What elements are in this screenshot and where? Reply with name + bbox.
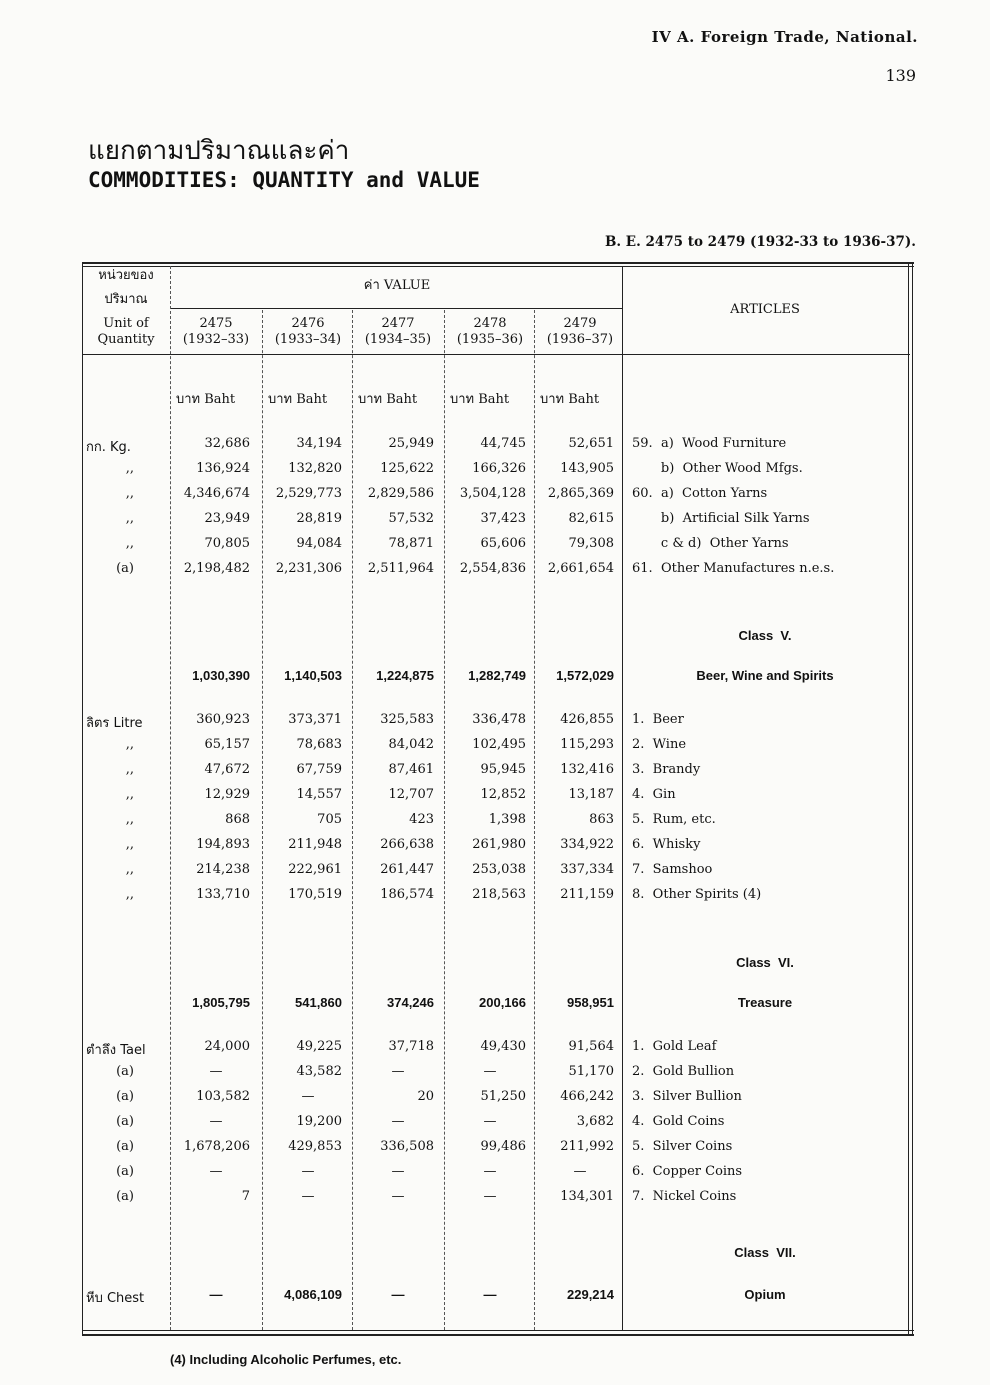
article-cell: 5. Rum, etc. xyxy=(632,812,716,827)
value-cell: — xyxy=(209,1114,223,1129)
value-cell: 336,508 xyxy=(380,1139,434,1154)
value-cell: — xyxy=(301,1164,315,1179)
unit-cell: (a) xyxy=(116,1114,134,1129)
currency-label: บาท Baht xyxy=(540,392,600,407)
value-cell: 24,000 xyxy=(204,1039,250,1054)
value-cell: — xyxy=(483,1164,497,1179)
value-cell: 57,532 xyxy=(388,511,434,526)
article-cell: 7. Samshoo xyxy=(632,862,713,877)
value-cell: 863 xyxy=(589,812,614,827)
class-label: Class V. xyxy=(738,628,792,643)
unit-cell: ,, xyxy=(125,511,134,526)
value-cell: — xyxy=(209,1064,223,1079)
value-cell: 2,231,306 xyxy=(275,561,342,576)
value-cell: 91,564 xyxy=(568,1039,614,1054)
value-cell: — xyxy=(391,1164,405,1179)
value-cell: — xyxy=(391,1114,405,1129)
value-cell: 103,582 xyxy=(196,1089,250,1104)
value-cell: 51,170 xyxy=(568,1064,614,1079)
value-cell: 133,710 xyxy=(196,887,250,902)
unit-cell: (a) xyxy=(116,561,134,576)
value-cell: — xyxy=(209,1287,223,1302)
value-cell: — xyxy=(483,1287,497,1302)
value-cell: 253,038 xyxy=(472,862,526,877)
value-cell: 49,430 xyxy=(480,1039,526,1054)
value-cell: 3,504,128 xyxy=(459,486,526,501)
value-cell: 360,923 xyxy=(196,712,250,727)
value-cell: 23,949 xyxy=(204,511,250,526)
value-header-rule xyxy=(170,308,622,309)
title-english: COMMODITIES: QUANTITY and VALUE xyxy=(88,168,480,192)
value-cell: 334,922 xyxy=(560,837,614,852)
article-cell: 60. a) Cotton Yarns xyxy=(632,486,768,501)
year-be-header: 2475 xyxy=(199,316,233,331)
year-be-header: 2476 xyxy=(291,316,325,331)
value-cell: 95,945 xyxy=(480,762,526,777)
value-cell: 7 xyxy=(241,1189,250,1204)
unit-cell: (a) xyxy=(116,1164,134,1179)
value-cell: — xyxy=(573,1164,587,1179)
class-total-cell: 1,224,875 xyxy=(376,668,434,683)
class-total-cell: 200,166 xyxy=(479,995,526,1010)
value-cell: 423 xyxy=(409,812,434,827)
value-cell: 52,651 xyxy=(568,436,614,451)
article-cell: 1. Beer xyxy=(632,712,684,727)
table-top-rule-inner xyxy=(82,266,914,267)
year-ad-header: (1933–34) xyxy=(274,332,342,347)
value-cell: 84,042 xyxy=(388,737,434,752)
value-cell: 13,187 xyxy=(568,787,614,802)
currency-label: บาท Baht xyxy=(358,392,418,407)
value-cell: — xyxy=(301,1089,315,1104)
article-cell: 61. Other Manufactures n.e.s. xyxy=(632,561,835,576)
value-cell: 2,511,964 xyxy=(367,561,434,576)
value-cell: 2,529,773 xyxy=(275,486,342,501)
value-cell: — xyxy=(301,1189,315,1204)
value-cell: 70,805 xyxy=(204,536,250,551)
value-cell: 2,554,836 xyxy=(459,561,526,576)
value-cell: 43,582 xyxy=(296,1064,342,1079)
unit-header-eng-2: Quantity xyxy=(97,332,155,347)
value-cell: 132,416 xyxy=(560,762,614,777)
value-cell: 222,961 xyxy=(288,862,342,877)
value-cell: 266,638 xyxy=(380,837,434,852)
year-be-header: 2479 xyxy=(563,316,597,331)
unit-cell: กก. Kg. xyxy=(86,440,131,455)
year-be-header: 2478 xyxy=(473,316,507,331)
value-cell: 4,086,109 xyxy=(284,1287,342,1302)
value-cell: 429,853 xyxy=(288,1139,342,1154)
unit-cell: ตำลึง Tael xyxy=(86,1043,146,1058)
value-cell: 211,992 xyxy=(560,1139,614,1154)
unit-header-thai-2: ปริมาณ xyxy=(104,292,148,307)
commodities-table xyxy=(82,262,914,1334)
page-number: 139 xyxy=(885,66,916,85)
class-label: Class VII. xyxy=(734,1245,796,1260)
currency-label: บาท Baht xyxy=(450,392,510,407)
value-cell: 125,622 xyxy=(380,461,434,476)
value-cell: 2,661,654 xyxy=(547,561,614,576)
article-cell: 6. Whisky xyxy=(632,837,701,852)
article-cell: 5. Silver Coins xyxy=(632,1139,733,1154)
value-cell: 2,865,369 xyxy=(547,486,614,501)
value-cell: 65,606 xyxy=(480,536,526,551)
value-cell: 211,159 xyxy=(560,887,614,902)
class-total-cell: 1,805,795 xyxy=(192,995,250,1010)
article-cell: c & d) Other Yarns xyxy=(632,536,789,551)
header-bottom-rule xyxy=(82,354,910,355)
table-bottom-rule xyxy=(82,1334,914,1336)
value-cell: 426,855 xyxy=(560,712,614,727)
value-cell: 218,563 xyxy=(472,887,526,902)
value-cell: 2,829,586 xyxy=(367,486,434,501)
value-cell: 115,293 xyxy=(560,737,614,752)
unit-header-eng-1: Unit of xyxy=(103,316,149,331)
value-cell: 143,905 xyxy=(560,461,614,476)
table-right-rule xyxy=(912,262,913,1336)
unit-cell: (a) xyxy=(116,1189,134,1204)
value-cell: 51,250 xyxy=(480,1089,526,1104)
table-top-rule xyxy=(82,262,914,264)
class-total-cell: 1,140,503 xyxy=(284,668,342,683)
unit-cell: ,, xyxy=(125,486,134,501)
value-header: ค่า VALUE xyxy=(363,278,431,293)
unit-cell: ,, xyxy=(125,887,134,902)
value-cell: 78,683 xyxy=(296,737,342,752)
value-cell: 214,238 xyxy=(196,862,250,877)
class-label: Class VI. xyxy=(736,955,794,970)
article-cell: 3. Silver Bullion xyxy=(632,1089,742,1104)
value-cell: 186,574 xyxy=(380,887,434,902)
year-ad-header: (1932–33) xyxy=(182,332,250,347)
class-total-cell: 1,030,390 xyxy=(192,668,250,683)
value-cell: 2,198,482 xyxy=(183,561,250,576)
value-cell: 82,615 xyxy=(568,511,614,526)
article-cell: 3. Brandy xyxy=(632,762,701,777)
currency-label: บาท Baht xyxy=(268,392,328,407)
value-cell: 261,447 xyxy=(380,862,434,877)
value-cell: — xyxy=(391,1189,405,1204)
value-cell: 325,583 xyxy=(380,712,434,727)
unit-cell: ลิตร Litre xyxy=(86,716,143,731)
class-group-title: Treasure xyxy=(737,995,793,1010)
value-cell: — xyxy=(391,1064,405,1079)
value-cell: 170,519 xyxy=(288,887,342,902)
value-cell: 87,461 xyxy=(388,762,434,777)
article-cell: 1. Gold Leaf xyxy=(632,1039,717,1054)
unit-cell: ,, xyxy=(125,536,134,551)
value-cell: 211,948 xyxy=(288,837,342,852)
value-cell: 20 xyxy=(417,1089,434,1104)
value-cell: 67,759 xyxy=(296,762,342,777)
value-cell: 3,682 xyxy=(576,1114,614,1129)
title-thai: แยกตามปริมาณและค่า xyxy=(88,136,350,166)
value-cell: — xyxy=(483,1114,497,1129)
value-cell: 4,346,674 xyxy=(183,486,250,501)
article-cell: 2. Wine xyxy=(632,737,687,752)
value-cell: 12,707 xyxy=(388,787,434,802)
value-cell: 337,334 xyxy=(560,862,614,877)
value-cell: 25,949 xyxy=(388,436,434,451)
unit-cell: ,, xyxy=(125,762,134,777)
unit-cell: ,, xyxy=(125,787,134,802)
value-cell: — xyxy=(209,1164,223,1179)
table-right-rule-inner xyxy=(908,262,909,1336)
value-cell: 336,478 xyxy=(472,712,526,727)
year-be-header: 2477 xyxy=(381,316,415,331)
class-total-cell: 958,951 xyxy=(567,995,614,1010)
value-cell: 44,745 xyxy=(480,436,526,451)
class-total-cell: 1,282,749 xyxy=(468,668,526,683)
article-cell: b) Other Wood Mfgs. xyxy=(632,461,803,476)
value-cell: — xyxy=(483,1064,497,1079)
value-cell: 37,423 xyxy=(480,511,526,526)
class-group-title: Beer, Wine and Spirits xyxy=(696,668,834,683)
value-cell: 19,200 xyxy=(296,1114,342,1129)
value-cell: 229,214 xyxy=(567,1287,614,1302)
article-cell: 59. a) Wood Furniture xyxy=(632,436,787,451)
article-cell: 7. Nickel Coins xyxy=(632,1189,737,1204)
value-cell: 28,819 xyxy=(296,511,342,526)
article-cell: 8. Other Spirits (4) xyxy=(632,887,762,902)
unit-cell: ,, xyxy=(125,737,134,752)
value-cell: — xyxy=(483,1189,497,1204)
value-cell: 134,301 xyxy=(560,1189,614,1204)
article-cell: 4. Gold Coins xyxy=(632,1114,725,1129)
article-cell: 4. Gin xyxy=(632,787,676,802)
unit-header-thai-1: หน่วยของ xyxy=(98,268,154,283)
value-cell: 102,495 xyxy=(472,737,526,752)
unit-cell: ,, xyxy=(125,862,134,877)
value-cell: 12,929 xyxy=(204,787,250,802)
value-cell: 49,225 xyxy=(296,1039,342,1054)
article-cell: 6. Copper Coins xyxy=(632,1164,743,1179)
value-cell: 12,852 xyxy=(480,787,526,802)
year-ad-header: (1936–37) xyxy=(546,332,614,347)
value-cell: 373,371 xyxy=(288,712,342,727)
value-cell: 132,820 xyxy=(288,461,342,476)
value-cell: 99,486 xyxy=(480,1139,526,1154)
unit-cell: ,, xyxy=(125,461,134,476)
value-cell: 32,686 xyxy=(204,436,250,451)
article-cell: b) Artificial Silk Yarns xyxy=(632,511,810,526)
value-cell: 194,893 xyxy=(196,837,250,852)
value-cell: 94,084 xyxy=(296,536,342,551)
running-head: IV A. Foreign Trade, National. xyxy=(651,28,918,46)
value-cell: 136,924 xyxy=(196,461,250,476)
year-ad-header: (1934–35) xyxy=(364,332,432,347)
value-cell: 37,718 xyxy=(388,1039,434,1054)
value-cell: 14,557 xyxy=(296,787,342,802)
unit-cell: (a) xyxy=(116,1064,134,1079)
value-cell: 1,678,206 xyxy=(183,1139,250,1154)
class-total-cell: 1,572,029 xyxy=(556,668,614,683)
value-cell: 78,871 xyxy=(388,536,434,551)
articles-header: ARTICLES xyxy=(730,302,800,317)
value-cell: — xyxy=(391,1287,405,1302)
year-ad-header: (1935–36) xyxy=(456,332,524,347)
unit-cell: (a) xyxy=(116,1139,134,1154)
value-cell: 1,398 xyxy=(488,812,526,827)
unit-cell: (a) xyxy=(116,1089,134,1104)
unit-cell: ,, xyxy=(125,837,134,852)
value-cell: 166,326 xyxy=(472,461,526,476)
article-cell: Opium xyxy=(744,1287,786,1302)
unit-cell: หีบ Chest xyxy=(86,1291,145,1306)
footnote: (4) Including Alcoholic Perfumes, etc. xyxy=(170,1352,402,1367)
unit-cell: ,, xyxy=(125,812,134,827)
value-cell: 65,157 xyxy=(204,737,250,752)
value-cell: 261,980 xyxy=(472,837,526,852)
value-cell: 466,242 xyxy=(560,1089,614,1104)
class-total-cell: 374,246 xyxy=(387,995,434,1010)
period-range: B. E. 2475 to 2479 (1932-33 to 1936-37). xyxy=(604,234,916,250)
value-cell: 705 xyxy=(317,812,342,827)
table-bottom-rule-inner xyxy=(82,1330,914,1331)
class-total-cell: 541,860 xyxy=(295,995,342,1010)
article-cell: 2. Gold Bullion xyxy=(632,1064,735,1079)
value-cell: 34,194 xyxy=(296,436,342,451)
currency-label: บาท Baht xyxy=(176,392,236,407)
value-cell: 47,672 xyxy=(204,762,250,777)
value-cell: 868 xyxy=(225,812,250,827)
value-cell: 79,308 xyxy=(568,536,614,551)
